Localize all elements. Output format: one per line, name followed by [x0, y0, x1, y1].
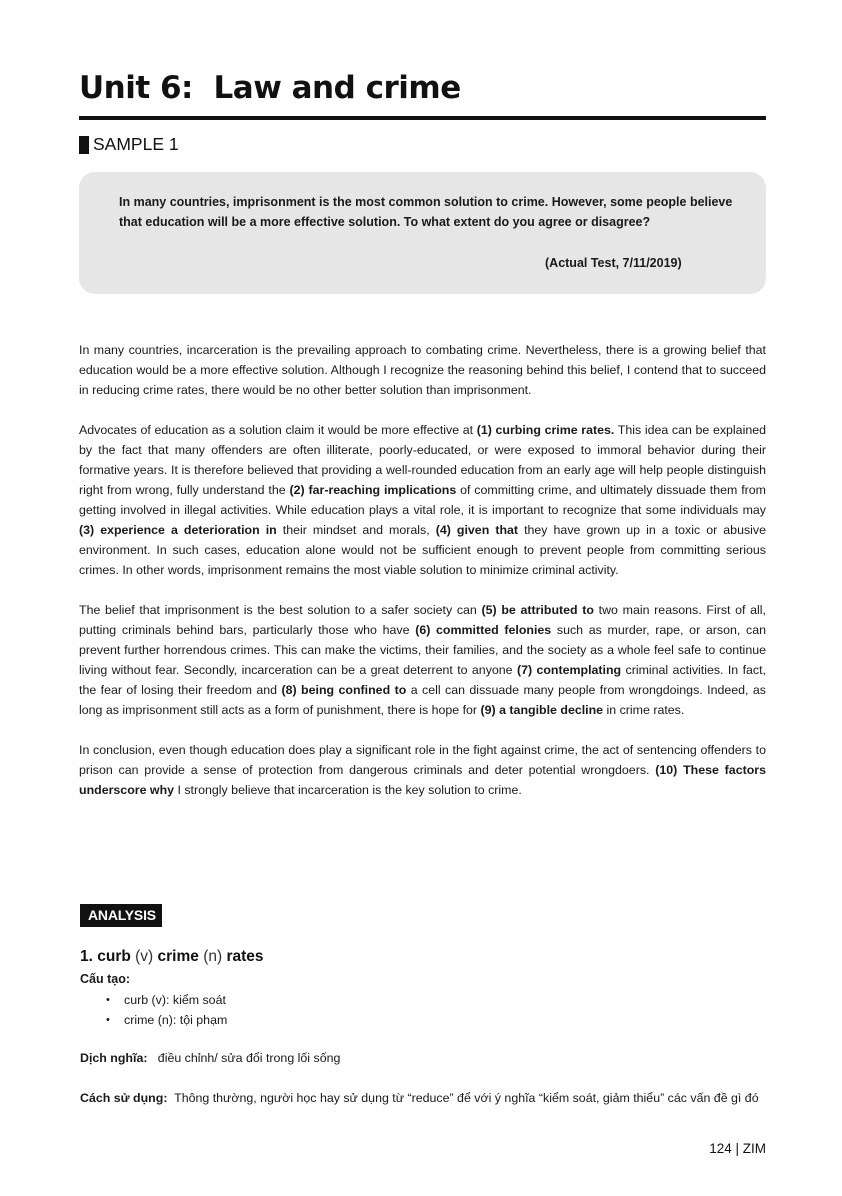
- prompt-box: [79, 172, 766, 294]
- essay-text: In conclusion, even though education does play a significant role in the fight against crime, the act of sentencing offenders to prison can provide a sense of protection from dangerous criminals and deter potential wrongdoers.: [79, 743, 766, 777]
- essay-text: they have grown up in a toxic or abusive environment. In such cases, education alone would not be sufficient enough to prevent people from committing serious crimes. In other words, imprisonment remains the most viable solution to minimize criminal activity.: [79, 523, 766, 577]
- essay-paragraph-4: [79, 740, 766, 800]
- sample-label: SAMPLE 1: [93, 134, 179, 154]
- structure-item-text: curb (v): kiểm soát: [124, 993, 226, 1007]
- essay-text: I strongly believe that incarceration is the key solution to crime.: [174, 783, 522, 797]
- meaning-text: điều chỉnh/ sửa đổi trong lối sống: [157, 1051, 341, 1065]
- vocab-word-1: 1. curb: [80, 948, 131, 965]
- usage-label: Cách sử dụng:: [80, 1091, 168, 1105]
- essay-text: such as murder, rape, or arson, can prevent further horrendous crimes. This can make the victims, their families, and the society as a whole feel safe to continue living without fear. Secondly, incarceration can be a great deterrent to anyone: [79, 623, 766, 677]
- vocab-word-3: rates: [226, 948, 264, 965]
- essay-text: The belief that imprisonment is the best solution to a safer society can: [79, 603, 482, 617]
- prompt-source: (Actual Test, 7/11/2019): [545, 256, 682, 270]
- usage-row: [80, 1091, 759, 1105]
- key-phrase: (9) a tangible decline: [480, 703, 604, 717]
- structure-list: [106, 990, 227, 1030]
- essay-body: [79, 340, 766, 820]
- structure-item-text: crime (n): tội phạm: [124, 1013, 228, 1027]
- key-phrase: (7) contemplating: [516, 663, 622, 677]
- vocab-pos-2: (n): [203, 948, 223, 965]
- bullet-icon: •: [106, 1014, 110, 1026]
- meaning-label: Dịch nghĩa:: [80, 1051, 148, 1065]
- essay-text: This idea can be explained by the fact that many offenders are often illiterate, poorly-educated, or were exposed to immoral behavior during their formative years. It is therefore believed that providing a well-rounded education from an early age will help people distinguish right from wrong, fully understand the: [79, 423, 766, 497]
- vocab-pos-1: (v): [135, 948, 154, 965]
- key-phrase: (1) curbing crime rates.: [476, 423, 615, 437]
- essay-paragraph-3: [79, 600, 766, 720]
- key-phrase: (2) far-reaching implications: [289, 483, 457, 497]
- key-phrase: (3) experience a deterioration in: [79, 523, 277, 537]
- key-phrase: (8) being confined to: [281, 683, 407, 697]
- page-title: Unit 6: Law and crime: [79, 70, 461, 106]
- title-divider: [79, 116, 766, 120]
- list-item: [106, 990, 227, 1010]
- essay-text: their mindset and morals,: [276, 523, 436, 537]
- bullet-icon: •: [106, 994, 110, 1006]
- key-phrase: (10) These factors underscore why: [79, 763, 767, 797]
- list-item: [106, 1010, 227, 1030]
- essay-paragraph-1: In many countries, incarceration is the prevailing approach to combating crime. Nevertheless, there is a growing belief that education would be a more effective solution. Although I recognize the reasoning behind this belief, I contend that to succeed in reducing crime rates, there would be no other better solution than imprisonment.: [79, 343, 766, 397]
- sample-heading: [79, 134, 179, 155]
- page-number: 124 | ZIM: [709, 1141, 766, 1156]
- prompt-question: In many countries, imprisonment is the most common solution to crime. However, some people believe that education will be a more effective solution. To what extent do you agree or disagree?: [119, 195, 733, 229]
- essay-text: a cell can dissuade many people from wrongdoings. Indeed, as long as imprisonment still acts as a form of punishment, there is hope for: [79, 683, 766, 717]
- key-phrase: (6) committed felonies: [415, 623, 552, 637]
- key-phrase: (4) given that: [435, 523, 519, 537]
- essay-text: of committing crime, and ultimately dissuade them from getting involved in illegal activities. While education plays a vital role, it is important to recognize that some individuals may: [79, 483, 766, 517]
- vocab-heading: [80, 948, 264, 966]
- essay-text: criminal activities. In fact, the fear of losing their freedom and: [79, 663, 766, 697]
- structure-label: Cấu tạo:: [80, 972, 130, 986]
- vocab-word-2: crime: [157, 948, 199, 965]
- heading-marker: [79, 136, 89, 154]
- analysis-heading: ANALYSIS: [80, 904, 162, 927]
- essay-paragraph-2: [79, 420, 766, 580]
- key-phrase: (5) be attributed to: [481, 603, 594, 617]
- meaning-row: [80, 1051, 340, 1065]
- essay-text: Advocates of education as a solution claim it would be more effective at: [79, 423, 477, 437]
- essay-text: two main reasons. First of all, putting criminals behind bars, particularly those who have: [79, 603, 767, 637]
- essay-text: in crime rates.: [603, 703, 685, 717]
- usage-text: Thông thường, người học hay sử dụng từ “reduce” để với ý nghĩa “kiểm soát, giảm thiểu” các vấn đề gì đó: [174, 1091, 759, 1105]
